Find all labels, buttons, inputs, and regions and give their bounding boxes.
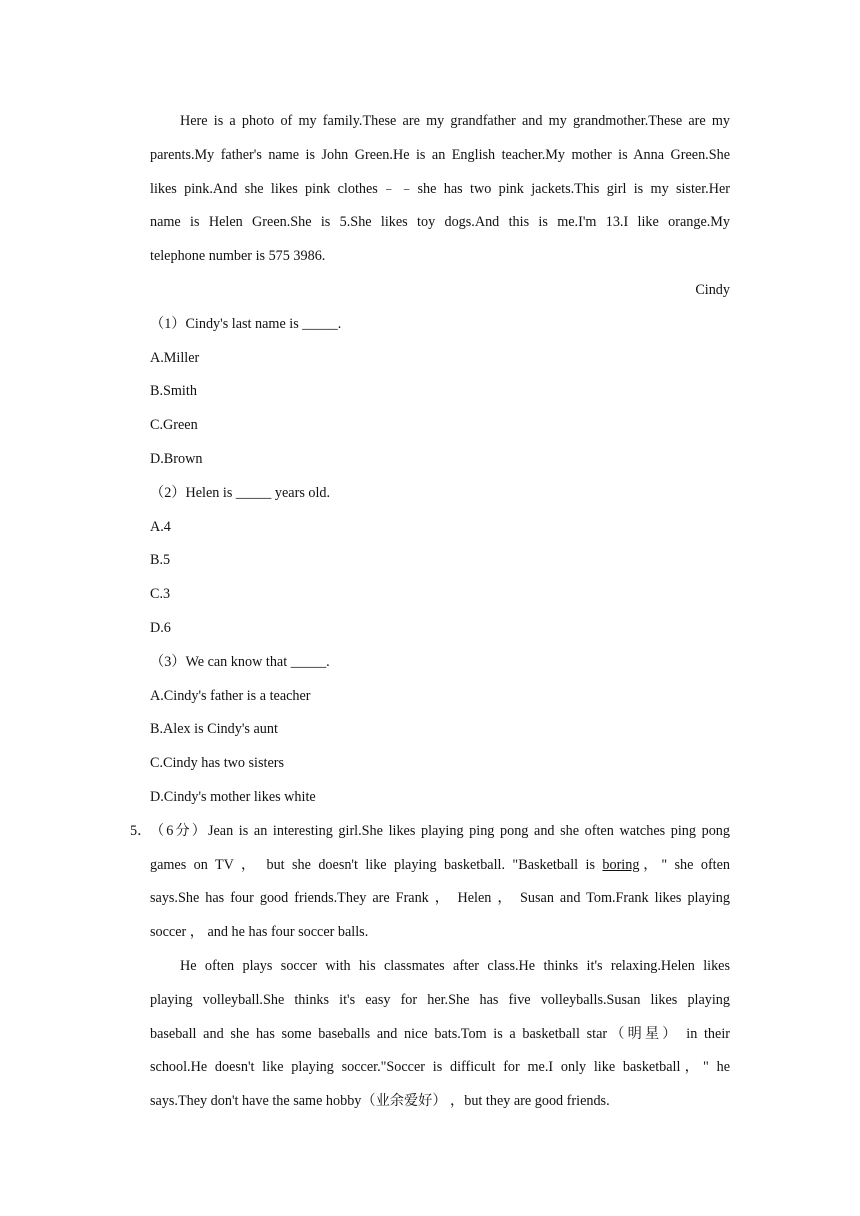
question-5-line: says.They don't have the same hobby（业余爱好） ，but they are good friends. (150, 1093, 610, 1110)
passage-line: name is Helen Green.She is 5.She likes toy dogs.And this is me.I'm 13.I like orange.My (150, 214, 730, 231)
option: D.6 (150, 619, 171, 636)
question-5-text: games on TV ， but she doesn't like playing basketball. "Basketball is (150, 856, 603, 873)
option: D.Brown (150, 450, 203, 467)
document-page (130, 105, 730, 1119)
question-5-line: soccer ， and he has four soccer balls. (150, 924, 369, 941)
question-5-line: playing volleyball.She thinks it's easy for her.She has five volleyballs.Susan likes playing (150, 991, 730, 1008)
option: C.Green (150, 417, 198, 434)
question-5-line: says.She has four good friends.They are Frank ， Helen ， Susan and Tom.Frank likes playing (150, 890, 730, 907)
passage-line: Here is a photo of my family.These are my grandfather and my grandmother.These are my (180, 113, 730, 129)
passage-line: likes pink.And she likes pink clothes﹣﹣she has two pink jackets.This girl is my sister.Her (150, 180, 730, 197)
option: B.Alex is Cindy's aunt (150, 721, 278, 738)
question-stem: （3）We can know that _____. (150, 653, 330, 670)
question-5-line: school.He doesn't like playing soccer."Soccer is difficult for me.I only like basketball，" he (150, 1059, 730, 1076)
question-5-line: He often plays soccer with his classmates after class.He thinks it's relaxing.Helen likes (180, 957, 730, 974)
question-stem: （1）Cindy's last name is _____. (150, 315, 342, 332)
passage-line: parents.My father's name is John Green.He is an English teacher.My mother is Anna Green.She (150, 146, 730, 163)
question-3 (150, 646, 730, 815)
question-5-text: ，" she often (639, 856, 730, 873)
question-stem: （2）Helen is _____ years old. (150, 484, 331, 501)
question-5-line (130, 815, 730, 849)
option: C.Cindy has two sisters (150, 755, 284, 772)
question-2 (150, 477, 730, 646)
underlined-word: boring (602, 856, 640, 873)
question-number: 5． (130, 822, 152, 839)
option: B.Smith (150, 383, 197, 400)
question-5-line (150, 849, 730, 883)
question-1 (150, 308, 730, 477)
question-5 (130, 815, 730, 1119)
option: C.3 (150, 586, 171, 603)
option: D.Cindy's mother likes white (150, 788, 316, 805)
passage-signature: Cindy (695, 281, 730, 298)
option: A.4 (150, 518, 171, 535)
passage-line: telephone number is 575 3986. (150, 248, 326, 265)
passage-paragraph (150, 105, 730, 274)
question-5-line: baseball and she has some baseballs and nice bats.Tom is a basketball star（明星） in their (150, 1025, 730, 1042)
option: A.Miller (150, 349, 200, 366)
option: A.Cindy's father is a teacher (150, 687, 311, 704)
question-5-text: （6分）Jean is an interesting girl.She likes playing ping pong and she often watches ping pong (150, 822, 730, 839)
option: B.5 (150, 552, 171, 569)
